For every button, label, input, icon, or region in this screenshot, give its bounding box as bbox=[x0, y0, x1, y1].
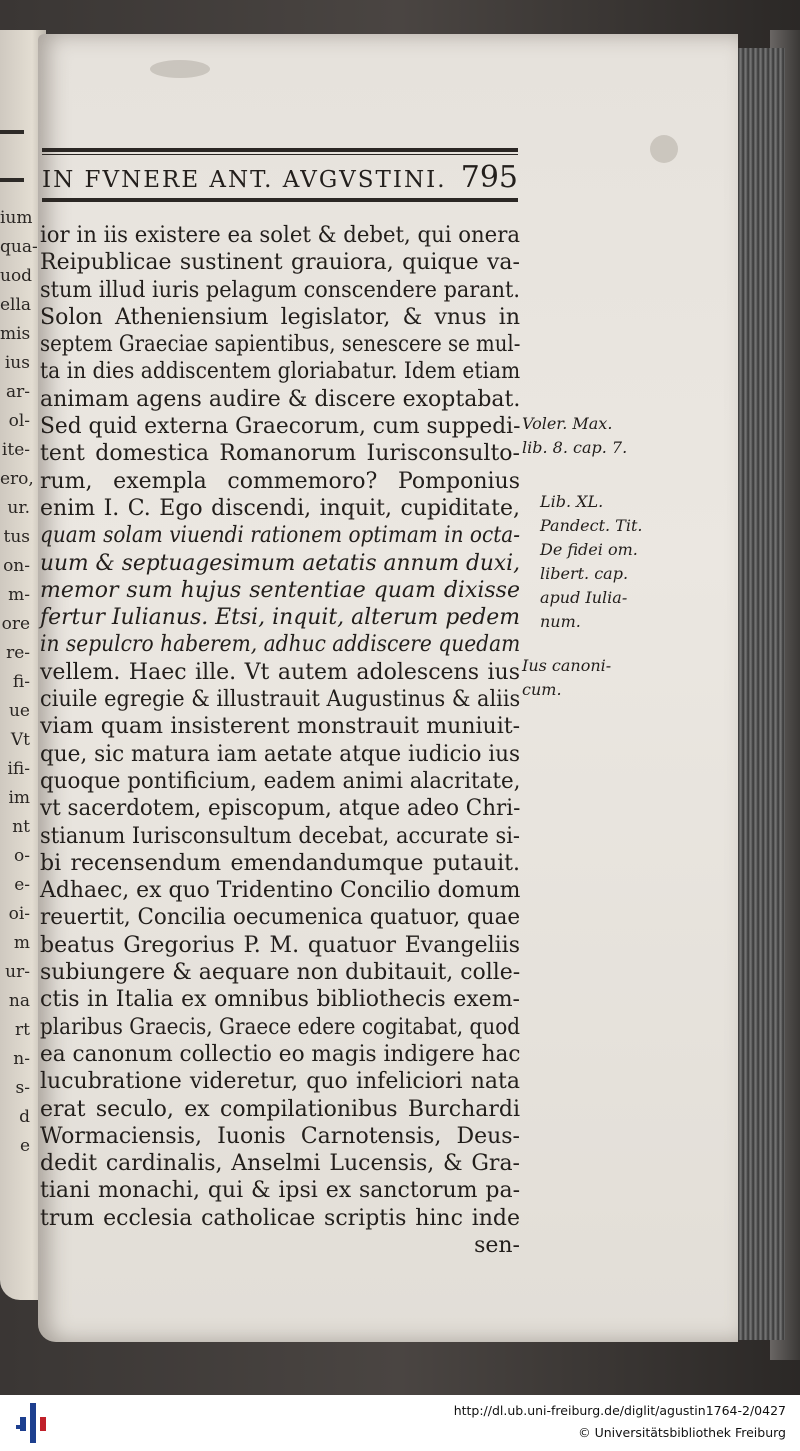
margin-note-line: Voler. Max. bbox=[522, 414, 613, 433]
text-line: tent domestica Romanorum Iurisconsulto- bbox=[40, 441, 520, 467]
text-line: Wormaciensis, Iuonis Carnotensis, Deus- bbox=[40, 1123, 520, 1149]
text-line: vt sacerdotem, episcopum, atque adeo Chri- bbox=[40, 796, 521, 822]
paper-stain bbox=[650, 135, 678, 163]
margin-note-valerius bbox=[522, 412, 652, 460]
previous-page-fragment: ore bbox=[1, 614, 30, 634]
footer-bar bbox=[0, 1395, 800, 1451]
margin-note-ius-canonicum bbox=[522, 654, 652, 702]
previous-page-fragment: on- bbox=[3, 556, 30, 576]
previous-page-fragment: nt bbox=[12, 817, 30, 837]
text-line: in sepulcro haberem, adhuc addiscere quedam bbox=[40, 632, 521, 658]
previous-page-fragment: ur. bbox=[7, 498, 30, 518]
text-line: uum & septuagesimum aetatis annum duxi, bbox=[40, 550, 521, 576]
margin-note-line: num. bbox=[540, 612, 581, 631]
running-head bbox=[42, 160, 518, 196]
library-logo-icon bbox=[16, 1403, 52, 1443]
previous-page-fragment: Vt bbox=[10, 730, 30, 750]
text-line: plaribus Graecis, Graece edere cogitabat, quod bbox=[40, 1014, 520, 1040]
previous-page-fragment: ium bbox=[0, 208, 33, 228]
text-line: ta in dies addiscentem gloriabatur. Idem etiam bbox=[40, 359, 521, 385]
previous-page-fragment: oi- bbox=[8, 904, 30, 924]
previous-page-fragment: e- bbox=[14, 875, 30, 895]
previous-page-fragment: mis bbox=[0, 324, 31, 344]
margin-note-line: De fidei om. bbox=[540, 540, 638, 559]
text-line: Adhaec, ex quo Tridentino Concilio domum bbox=[40, 878, 521, 904]
header-bottom-rule bbox=[42, 198, 518, 202]
text-line: sen- bbox=[474, 1232, 520, 1258]
header-top-rule bbox=[42, 148, 518, 152]
previous-page-fragment: ero, bbox=[0, 469, 34, 489]
margin-note-line: cum. bbox=[522, 680, 562, 699]
previous-page-fragment: re- bbox=[6, 643, 30, 663]
text-line: animam agens audire & discere exoptabat. bbox=[40, 386, 521, 412]
previous-page-fragment: ifi- bbox=[7, 759, 30, 779]
previous-page-fragment: ius bbox=[4, 353, 30, 373]
previous-page-fragment: ite- bbox=[1, 440, 30, 460]
text-line: trum ecclesia catholicae scriptis hinc inde bbox=[40, 1205, 520, 1231]
text-line: viam quam insisterent monstrauit muniuit- bbox=[40, 714, 520, 740]
text-line: ciuile egregie & illustrauit Augustinus & aliis bbox=[40, 687, 521, 713]
margin-note-line: lib. 8. cap. 7. bbox=[522, 438, 628, 457]
previous-page-fragment: na bbox=[8, 991, 30, 1011]
text-line: septem Graeciae sapientibus, senescere se mul- bbox=[40, 332, 521, 358]
page-number: 795 bbox=[460, 160, 518, 195]
previous-page-fragment: ur- bbox=[5, 962, 30, 982]
previous-page-fragment: fi- bbox=[12, 672, 30, 692]
previous-page-fragment: uod bbox=[0, 266, 33, 286]
text-line: vellem. Haec ille. Vt autem adolescens ius bbox=[40, 659, 520, 685]
margin-note-pandects bbox=[540, 490, 670, 634]
text-line: subiungere & aequare non dubitauit, colle- bbox=[40, 960, 521, 986]
text-line: Solon Atheniensium legislator, & vnus in bbox=[40, 304, 520, 330]
margin-note-line: Lib. XL. bbox=[540, 492, 604, 511]
running-head-title: IN FVNERE ANT. AVGVSTINI. bbox=[42, 167, 447, 193]
previous-page-rule bbox=[0, 130, 24, 134]
text-line: beatus Gregorius P. M. quatuor Evangeliis bbox=[40, 932, 520, 958]
previous-page-fragment: ella bbox=[0, 295, 32, 315]
copyright-notice: © Universitätsbibliothek Freiburg bbox=[578, 1425, 786, 1440]
previous-page-fragment: qua- bbox=[0, 237, 38, 257]
previous-page-fragment: ar- bbox=[5, 382, 30, 402]
previous-page-fragment: im bbox=[8, 788, 30, 808]
previous-page-fragment: ue bbox=[8, 701, 30, 721]
margin-note-line: Ius canoni- bbox=[522, 656, 612, 675]
text-line: dedit cardinalis, Anselmi Lucensis, & Gra- bbox=[40, 1151, 520, 1177]
previous-page-fragment: tus bbox=[3, 527, 30, 547]
text-line: ior in iis existere ea solet & debet, qui onera bbox=[40, 223, 520, 248]
text-line: Reipublicae sustinent grauiora, quique va- bbox=[40, 250, 520, 276]
text-line: stum illud iuris pelagum conscendere parant. bbox=[40, 277, 520, 303]
header-top-rule-thin bbox=[42, 154, 518, 155]
text-line: tiani monachi, qui & ipsi ex sanctorum pa- bbox=[40, 1178, 520, 1204]
previous-page-rule bbox=[0, 178, 24, 182]
body-text bbox=[40, 222, 520, 1259]
previous-page-fragment: m- bbox=[8, 585, 30, 605]
previous-page-fragment: m bbox=[13, 933, 30, 953]
text-line: memor sum hujus sententiae quam dixisse bbox=[40, 577, 520, 603]
previous-page-fragment: d bbox=[19, 1107, 30, 1127]
text-line: que, sic matura iam aetate atque iudicio ius bbox=[40, 741, 521, 767]
permalink-url[interactable]: http://dl.ub.uni-freiburg.de/diglit/agustin1764-2/0427 bbox=[453, 1403, 786, 1418]
previous-page-fragment: o- bbox=[14, 846, 30, 866]
text-line: rum, exempla commemoro? Pomponius bbox=[40, 468, 520, 494]
previous-page-fragment: n- bbox=[13, 1049, 30, 1069]
previous-page-fragment: s- bbox=[15, 1078, 30, 1098]
margin-note-line: libert. cap. bbox=[540, 564, 629, 583]
text-line: erat seculo, ex compilationibus Burchardi bbox=[40, 1096, 520, 1122]
margin-note-line: apud Iulia- bbox=[540, 588, 628, 607]
text-line: quam solam viuendi rationem optimam in octa- bbox=[40, 523, 520, 549]
text-line: reuertit, Concilia oecumenica quatuor, quae bbox=[40, 905, 521, 931]
margin-note-line: Pandect. Tit. bbox=[540, 516, 643, 535]
text-line: ctis in Italia ex omnibus bibliothecis exem- bbox=[40, 987, 520, 1013]
text-line: Sed quid externa Graecorum, cum suppedi- bbox=[40, 414, 521, 440]
text-line: quoque pontificium, eadem animi alacritate, bbox=[40, 768, 521, 794]
text-line: ea canonum collectio eo magis indigere hac bbox=[40, 1041, 521, 1067]
text-line: lucubratione videretur, quo infeliciori nata bbox=[40, 1069, 520, 1095]
previous-page-fragment: ol- bbox=[8, 411, 30, 431]
text-line: stianum Iurisconsultum decebat, accurate si- bbox=[40, 823, 520, 849]
paper-stain bbox=[150, 60, 210, 78]
text-line: bi recensendum emendandumque putauit. bbox=[40, 850, 520, 876]
text-line: fertur Iulianus. Etsi, inquit, alterum pedem bbox=[40, 605, 521, 631]
text-line: enim I. C. Ego discendi, inquit, cupiditate, bbox=[40, 495, 520, 521]
previous-page-fragment: rt bbox=[15, 1020, 30, 1040]
previous-page-fragment: e bbox=[19, 1136, 30, 1156]
